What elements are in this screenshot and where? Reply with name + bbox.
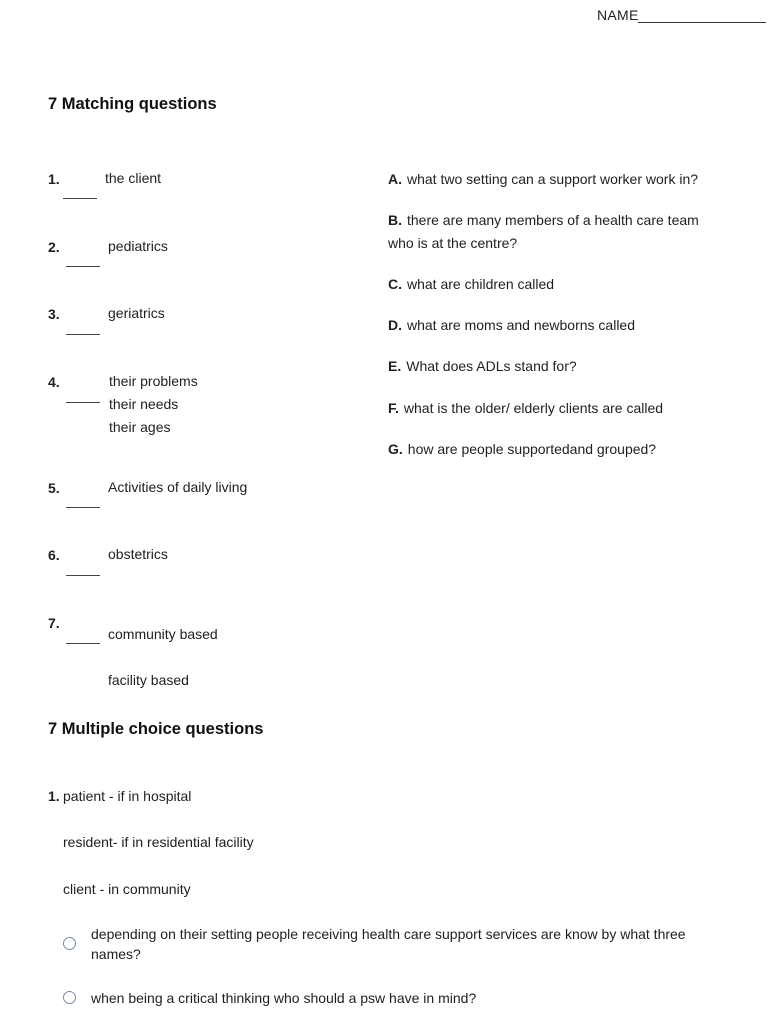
multiple-choice-section-title: 7 Multiple choice questions bbox=[48, 720, 264, 738]
answer-letter: A. bbox=[388, 171, 402, 187]
answer-letter: D. bbox=[388, 317, 402, 333]
matching-section-title: 7 Matching questions bbox=[48, 95, 217, 113]
answer-letter: C. bbox=[388, 276, 402, 292]
matching-answer-e bbox=[388, 355, 718, 378]
answer-text: What does ADLs stand for? bbox=[406, 358, 577, 374]
matching-item-3-line: geriatrics bbox=[108, 305, 165, 321]
matching-item-6-answer-blank[interactable] bbox=[66, 575, 100, 576]
matching-item-7-answer-blank[interactable] bbox=[66, 643, 100, 644]
answer-text: what are moms and newborns called bbox=[407, 317, 636, 333]
matching-item-4-line-3: their ages bbox=[109, 419, 171, 435]
matching-answer-d bbox=[388, 314, 718, 337]
matching-item-5-line: Activities of daily living bbox=[108, 479, 248, 495]
answer-text: what two setting can a support worker work in? bbox=[407, 171, 699, 187]
answer-text: how are people supportedand grouped? bbox=[407, 441, 657, 457]
matching-item-6-line: obstetrics bbox=[108, 546, 168, 562]
matching-item-7-term bbox=[108, 611, 218, 703]
matching-item-4-answer-blank[interactable] bbox=[66, 402, 100, 403]
matching-item-5-number: 5. bbox=[48, 480, 60, 496]
mc-question-1-number: 1. bbox=[48, 788, 60, 804]
mc-option-1-text[interactable]: depending on their setting people receiving health care support services are know by what three names? bbox=[91, 926, 686, 962]
matching-item-7-number: 7. bbox=[48, 615, 60, 631]
matching-answer-a bbox=[388, 168, 718, 191]
matching-item-5-term bbox=[108, 476, 247, 499]
answer-text: what are children called bbox=[407, 276, 555, 292]
matching-item-1-number: 1. bbox=[48, 171, 60, 187]
mc-question-1-line-3: client - in community bbox=[63, 881, 191, 897]
matching-item-2-line: pediatrics bbox=[108, 238, 168, 254]
matching-item-4-line-1: their problems bbox=[109, 373, 198, 389]
mc-option-2-radio[interactable] bbox=[63, 991, 76, 1004]
matching-item-7-line-2: facility based bbox=[108, 672, 189, 688]
matching-item-4-number: 4. bbox=[48, 374, 60, 390]
matching-item-2-number: 2. bbox=[48, 239, 60, 255]
answer-letter: E. bbox=[388, 358, 402, 374]
name-label: NAME bbox=[597, 7, 639, 23]
matching-item-6-number: 6. bbox=[48, 547, 60, 563]
matching-item-4-term bbox=[109, 370, 198, 439]
matching-item-6-term bbox=[108, 543, 168, 566]
answer-letter: G. bbox=[388, 441, 403, 457]
matching-answer-c bbox=[388, 273, 718, 296]
answer-letter: B. bbox=[388, 212, 402, 228]
mc-question-1-line-2: resident- if in residential facility bbox=[63, 834, 254, 850]
matching-answer-g bbox=[388, 438, 718, 461]
matching-item-3-term bbox=[108, 302, 165, 325]
answer-text: what is the older/ elderly clients are called bbox=[403, 400, 664, 416]
matching-item-2-answer-blank[interactable] bbox=[66, 266, 100, 267]
matching-item-7-line-1: community based bbox=[108, 626, 218, 642]
matching-item-3-answer-blank[interactable] bbox=[66, 334, 100, 335]
matching-item-5-answer-blank[interactable] bbox=[66, 507, 100, 508]
matching-item-3-number: 3. bbox=[48, 306, 60, 322]
matching-item-2-term bbox=[108, 235, 168, 258]
matching-item-4-line-2: their needs bbox=[109, 396, 179, 412]
answer-letter: F. bbox=[388, 400, 399, 416]
matching-item-1-line: the client bbox=[105, 170, 162, 186]
answer-text: there are many members of a health care team who is at the centre? bbox=[388, 212, 699, 251]
matching-answer-f bbox=[388, 397, 718, 420]
name-blank-line[interactable] bbox=[638, 22, 766, 23]
mc-option-1-radio[interactable] bbox=[63, 937, 76, 950]
matching-item-1-answer-blank[interactable] bbox=[63, 198, 97, 199]
mc-option-2-text[interactable]: when being a critical thinking who should a psw have in mind? bbox=[91, 990, 477, 1006]
matching-answer-b bbox=[388, 209, 718, 254]
mc-question-1-line-1: patient - if in hospital bbox=[63, 788, 192, 804]
matching-item-1-term bbox=[105, 167, 161, 190]
